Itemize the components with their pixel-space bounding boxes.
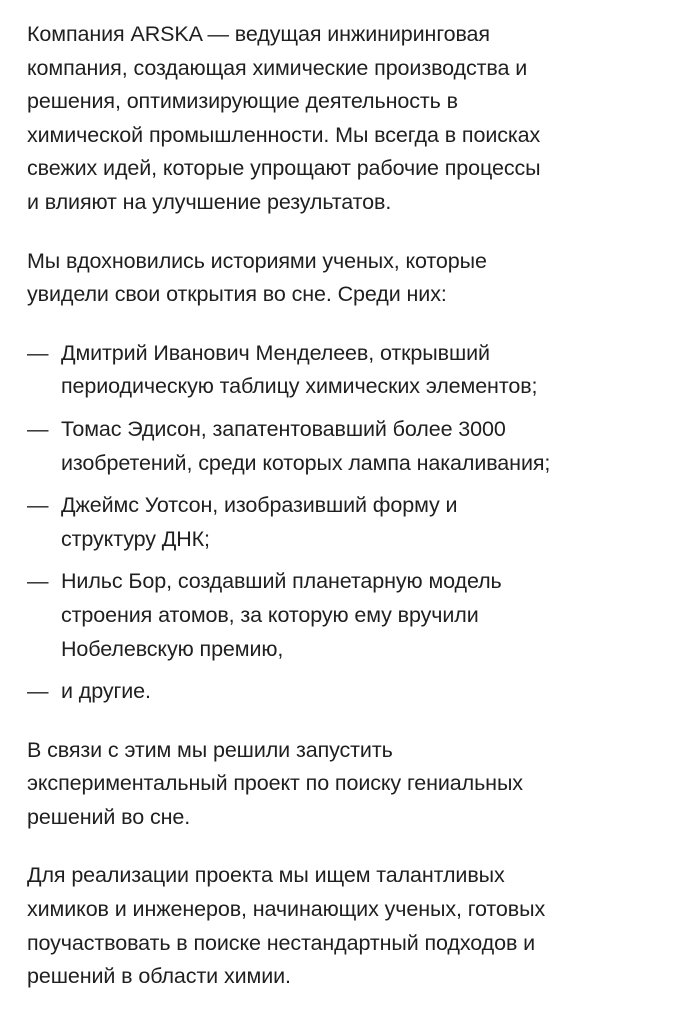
text-line: Нильс Бор, создавший планетарную модель (61, 569, 502, 594)
text-line: изобретений, среди которых лампа накаливания; (61, 450, 551, 475)
text-line: экспериментальный проект по поиску гениальных (27, 771, 523, 796)
text-line: Для реализации проекта мы ищем талантливых (27, 863, 505, 888)
list-item (27, 337, 677, 404)
text-line: и влияют на улучшение результатов. (27, 189, 392, 214)
text-line: структуру ДНК; (61, 526, 210, 551)
text-line: решения, оптимизирующие деятельность в (27, 89, 458, 114)
text-line: периодическую таблицу химических элементов; (61, 374, 538, 399)
text-line: Джеймс Уотсон, изобразивший форму и (61, 493, 458, 518)
text-line: поучаствовать в поиске нестандартный подходов и (27, 930, 536, 955)
list-item (27, 489, 677, 556)
article-body (27, 18, 677, 1019)
project-paragraph (27, 734, 677, 835)
dash-bullet: — (27, 493, 49, 518)
text-line: строения атомов, за которую ему вручили (61, 602, 479, 627)
text-line: Томас Эдисон, запатентовавший более 3000 (61, 416, 506, 441)
intro-paragraph (27, 18, 677, 220)
text-line: Нобелевскую премию, (61, 636, 284, 661)
text-line: увидели свои открытия во сне. Среди них: (27, 282, 447, 307)
text-line: компания, создающая химические производства и (27, 55, 528, 80)
text-line: Дмитрий Иванович Менделеев, открывший (61, 340, 490, 365)
dash-bullet: — (27, 340, 49, 365)
text-line: Компания ARSKA — ведущая инжиниринговая (27, 22, 490, 46)
list-item (27, 565, 677, 666)
text-line: и другие. (61, 679, 151, 704)
dash-bullet: — (27, 679, 49, 704)
text-line: Мы вдохновились историями ученых, которые (27, 248, 487, 273)
text-line: решений во сне. (27, 804, 191, 829)
dash-bullet: — (27, 416, 49, 441)
list-item (27, 675, 677, 709)
recruitment-paragraph (27, 859, 677, 993)
dash-bullet: — (27, 569, 49, 594)
inspiration-paragraph (27, 245, 677, 312)
text-line: химической промышленности. Мы всегда в поисках (27, 122, 541, 147)
list-item (27, 413, 677, 480)
scientists-list (27, 337, 677, 709)
text-line: В связи с этим мы решили запустить (27, 737, 393, 762)
text-line: свежих идей, которые упрощают рабочие процессы (27, 156, 541, 181)
text-line: химиков и инженеров, начинающих ученых, готовых (27, 897, 546, 922)
text-line: решений в области химии. (27, 964, 291, 989)
